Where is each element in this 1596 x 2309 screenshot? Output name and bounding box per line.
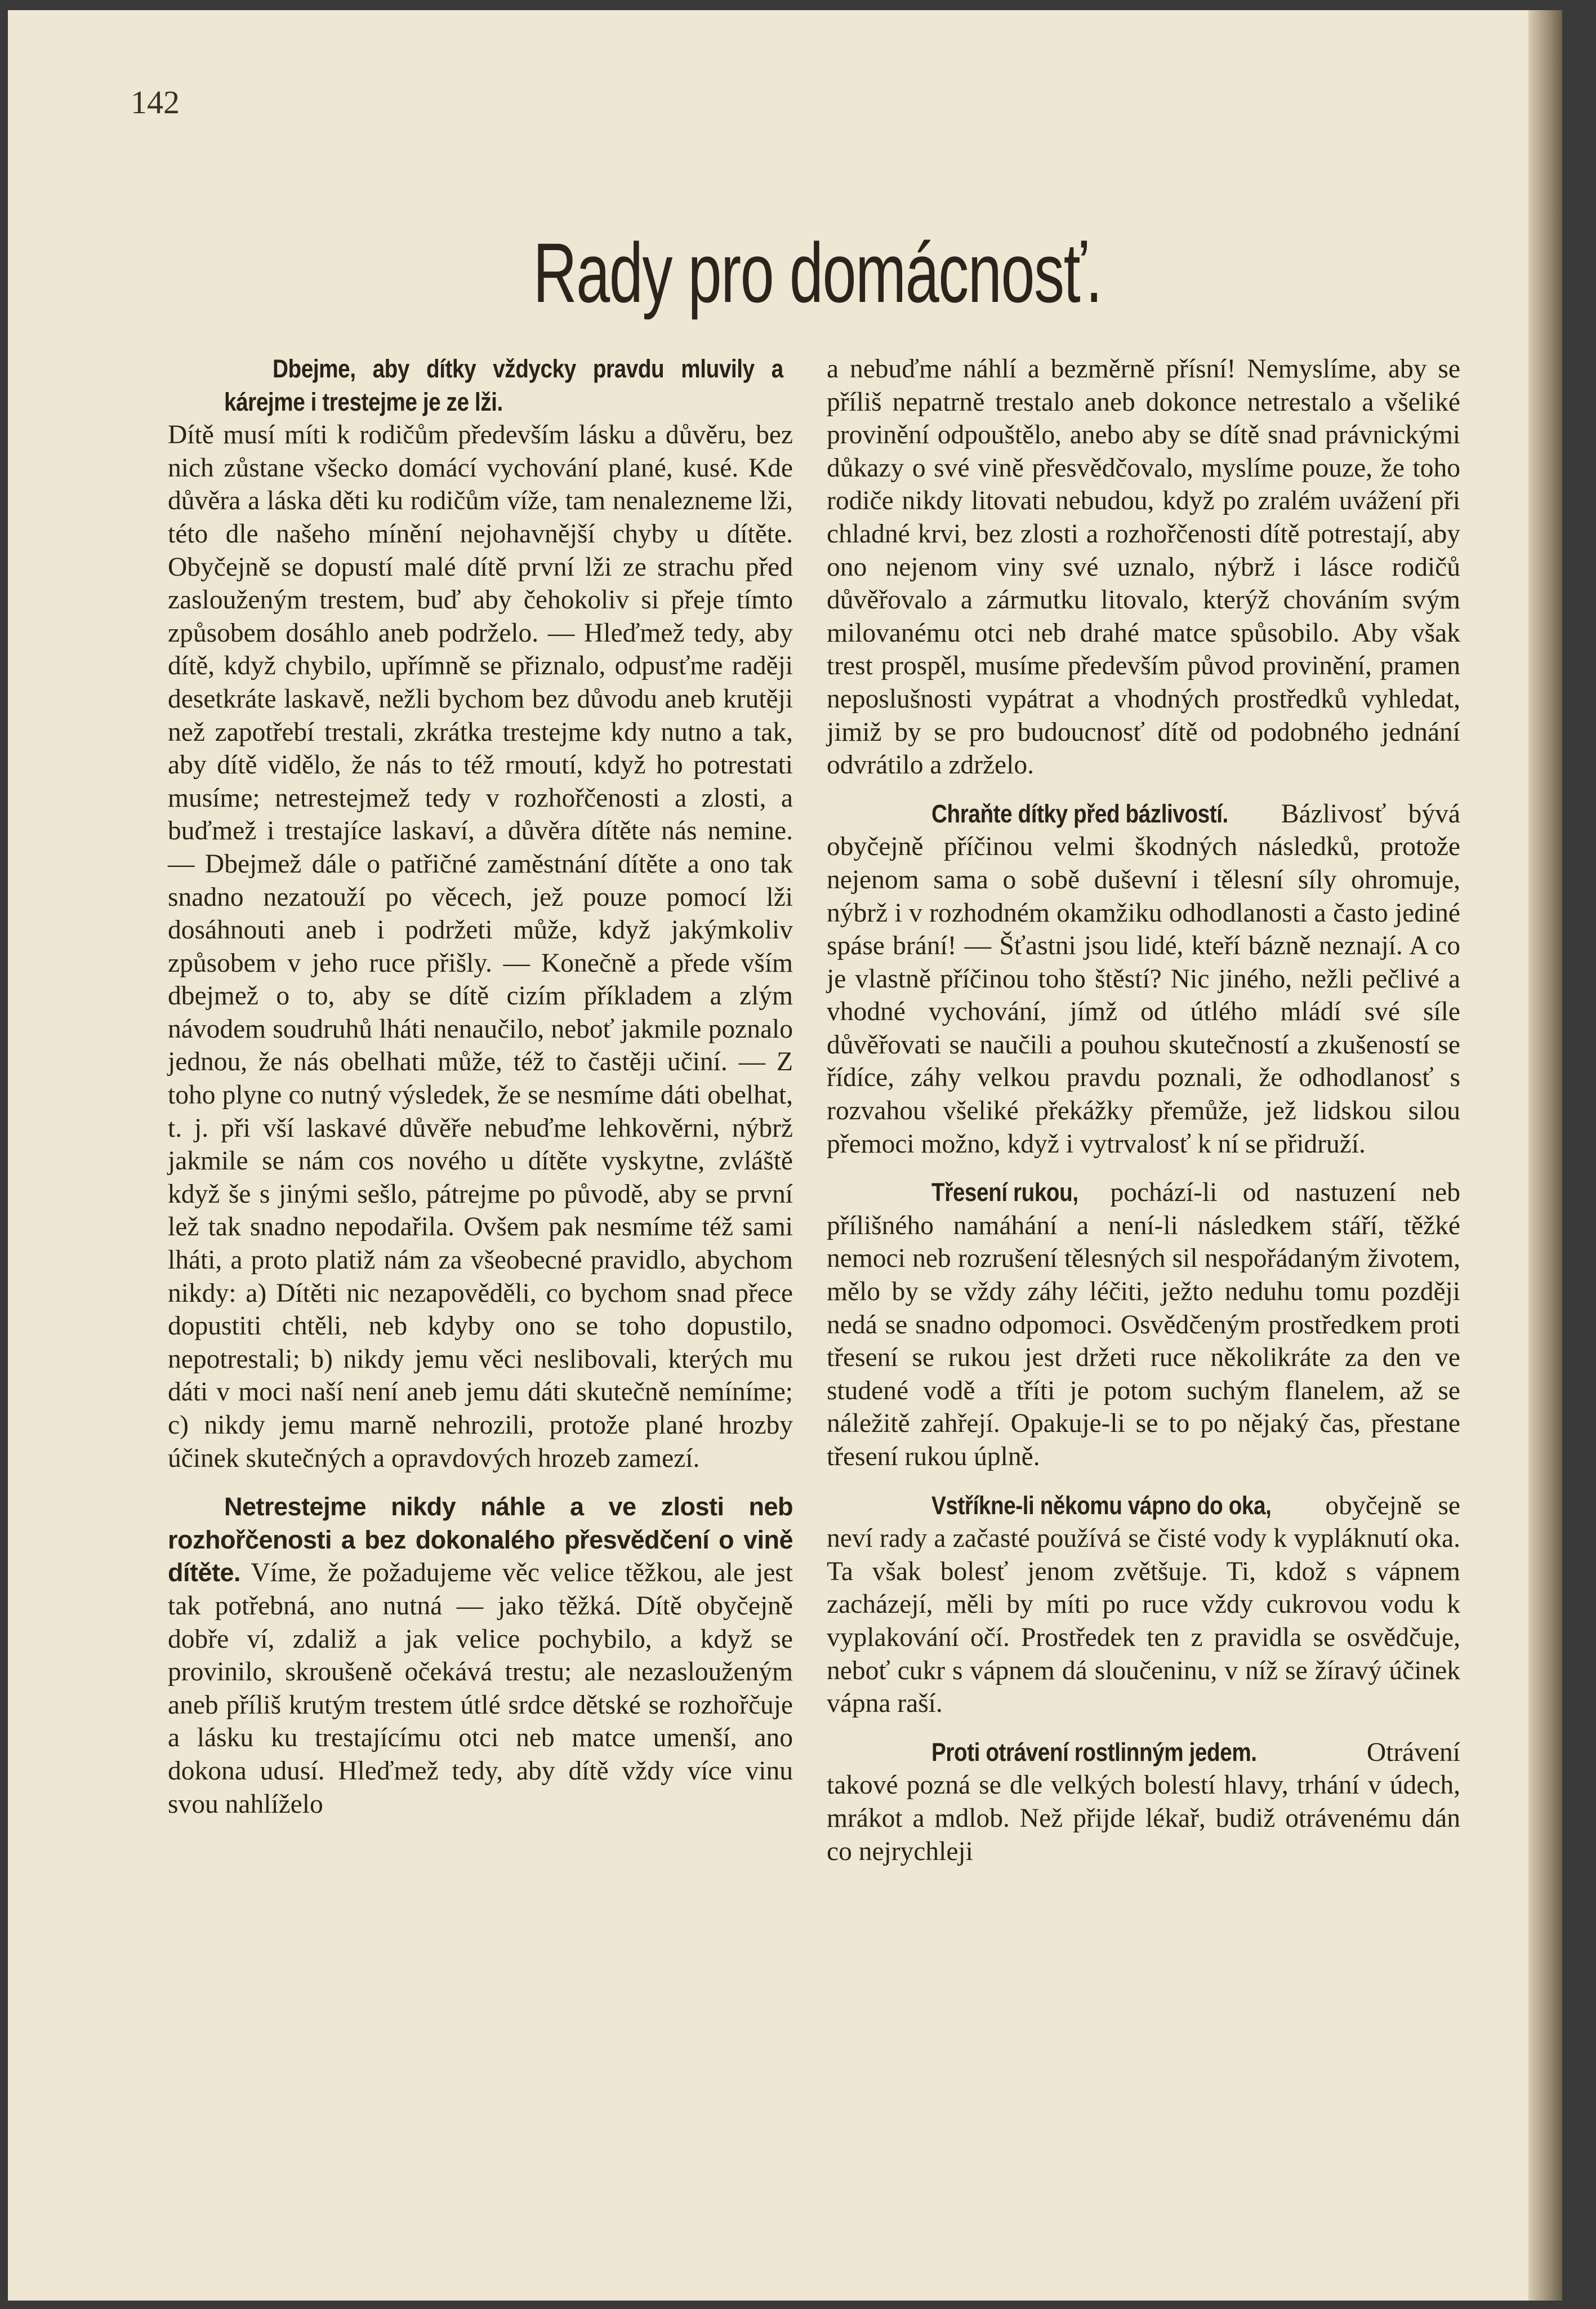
article-heading: Proti otrávení rostlinným jedem. — [931, 1737, 1257, 1767]
article-lies — [168, 353, 793, 1475]
article-timidity — [827, 798, 1460, 1161]
article-body: Otrávení takové pozná se dle velkých bolestí hlavy, trhání v údech, mrákot a mdlob. Než přijde lékař, budiž otrávenému dán co nejrychleji — [827, 1737, 1460, 1866]
article-plant-poisoning — [827, 1736, 1460, 1868]
article-body: pochází-li od nastuzení neb přílišného namáhání a není-li následkem stáří, těžké nemoci neb rozrušení tělesných sil nespořádaným životem, mělo by se vždy záhy léčiti, ježto neduhu tomu později nedá se snadno odpomoci. Osvědčeným prostředkem proti třesení se rukou jest držeti ruce několikráte za den ve studené vodě a tříti je potom suchým flanelem, až se náležitě zahřejí. Opakuje-li se to po nějaký čas, přestane třesení rukou úplně. — [827, 1178, 1460, 1471]
article-heading: Vstříkne-li někomu vápno do oka, — [931, 1491, 1272, 1520]
page — [8, 10, 1562, 2301]
article-heading: Třesení rukou, — [931, 1178, 1078, 1207]
page-number: 142 — [131, 84, 180, 121]
page-title: Rady pro domácnosť. — [533, 225, 1102, 320]
article-punishment — [168, 1491, 793, 1821]
article-body: Dítě musí míti k rodičům především lásku a důvěru, bez nich zůstane všecko domácí vychování plané, kusé. Kde důvěra a láska děti ku rodičům víže, tam nenalezneme lži, této dle našeho mínění nejohavnější chyby u dítěte. Obyčejně se dopustí malé dítě první lži ze strachu před zaslouženým trestem, buď aby čehokoliv si přeje tímto způsobem dosáhlo aneb podrželo. — Hleďmež tedy, aby dítě, když chybilo, upřímně se přiznalo, odpusťme raději desetkráte laskavě, nežli bychom bez důvodu aneb krutěji než zapotřebí trestali, zkrátka trestejme kdy nutno a tak, aby dítě vidělo, že nás to též rmoutí, když ho potrestati musíme; netrestejmež tedy v rozhořčenosti a zlosti, a buďmež i trestajíce laskaví, a důvěra dítěte nás nemine. — Dbejmež dále o patřičné zaměstnání dítěte a ono tak snadno nezatouží po věcech, jež pouze pomocí lži dosáhnouti aneb i podržeti může, když jakýmkoliv způsobem v jeho ruce přišly. — Konečně a přede vším dbejmež o to, aby se dítě cizím příkladem a zlým návodem soudruhů lháti nenaučilo, neboť jakmile poznalo jednou, že nás obelhati může, též to častěji učiní. — Z toho plyne co nutný výsledek, že se nesmíme dáti obelhat, t. j. při vší laskavé důvěře nebuďme lehkověrni, nýbrž jakmile se nám cos nového u dítěte vyskytne, zvláště když še s jinými sešlo, pátrejme po původě, aby se první lež tak snadno nepodařila. Ovšem pak nesmíme též sami lháti, a proto platiž nám za všeobecné pravidlo, abychom nikdy: a) Dítěti nic nezapověděli, co bychom snad přece dopustiti chtěli, neb kdyby ono se toho dopustilo, nepotrestali; b) nikdy jemu věci neslibovali, kterých mu dáti v moci naší není aneb jemu dáti skutečně nemíníme; c) nikdy jemu marně nehrozili, protože plané hrozby účinek skutečných a opravdových hrozeb zamezí. — [168, 420, 793, 1473]
article-hand-tremor — [827, 1176, 1460, 1473]
article-punishment-continued: a nebuďme náhlí a bezměrně přísní! Nemyslíme, aby se příliš nepatrně trestalo aneb dokonce netrestalo a všeliké provinění odpouštělo, anebo aby se dítě snad právnickými důkazy o své vině přesvědčovalo, myslíme pouze, že toho rodiče nikdy litovati nebudou, když po zralém uvážení při chladné krvi, bez zlosti a rozhořčenosti dítě potrestají, aby ono nejenom viny své uznalo, nýbrž i lásce rodičů důvěřovalo a zármutku litovalo, kterýž chováním svým milovanému otci neb drahé matce spůsobilo. Aby však trest prospěl, musíme především původ provinění, pramen neposlušnosti vypátrat a vhodných prostředků vyhledat, jimiž by se pro budoucnosť dítě od podobného jednání odvrátilo a zdrželo. — [827, 354, 1460, 780]
article-body: Bázlivosť bývá obyčejně příčinou velmi škodných následků, protože nejenom sama o sobě duševní i tělesní síly ohromuje, nýbrž i v rozhodném okamžiku odhodlanosti a často jediné spáse brání! — Šťastni jsou lidé, kteří bázně neznají. A co je vlastně příčinou toho štěstí? Nic jiného, nežli pečlivé a vhodné vychování, jímž od útlého mládí své síle důvěřovati se naučili a pouhou skutečností a zkušeností se řídíce, záhy velkou pravdu poznali, že odhodlanosť s rozvahou všeliké překážky přemůže, jež lidskou silou přemoci možno, když i vytrvalosť k ní se přidruží. — [827, 799, 1460, 1159]
article-lime-in-eye — [827, 1489, 1460, 1720]
article-heading: Dbejme, aby dítky vždycky pravdu mluvily a kárejme i trestejme je ze lži. — [224, 354, 783, 416]
article-heading: Netrestejme nikdy náhle a ve zlosti neb rozhořčenosti a bez dokonalého přesvědčení o vině dítěte. — [168, 1492, 793, 1587]
article-body: Víme, že požadujeme věc velice těžkou, ale jest tak potřebná, ano nutná — jako těžká. Dítě obyčejně dobře ví, zdaliž a jak velice pochybilo, a když se provinilo, skroušeně očekává trestu; ale nezaslouženým aneb příliš krutým trestem útlé srdce dětské se rozhořčuje a lásku ku trestajícímu otci neb matce umenší, ano dokona udusí. Hleďmež tedy, aby dítě vždy více vinu svou nahlíželo — [168, 1558, 793, 1819]
article-heading: Chraňte dítky před bázlivostí. — [931, 799, 1228, 828]
right-column — [827, 353, 1460, 1868]
article-body: obyčejně se neví rady a začasté používá se čisté vody k vypláknutí oka. Ta však bolesť jenom zvětšuje. Ti, kdož s vápnem zacházejí, měli by míti po ruce vždy cukrovou vodu k vyplakování očí. Prostředek ten z pravidla se osvědčuje, neboť cukr s vápnem dá sloučeninu, v níž se žíravý účinek vápna raší. — [827, 1491, 1461, 1719]
left-column — [168, 353, 793, 1821]
book-spine-edge — [1528, 10, 1562, 2301]
